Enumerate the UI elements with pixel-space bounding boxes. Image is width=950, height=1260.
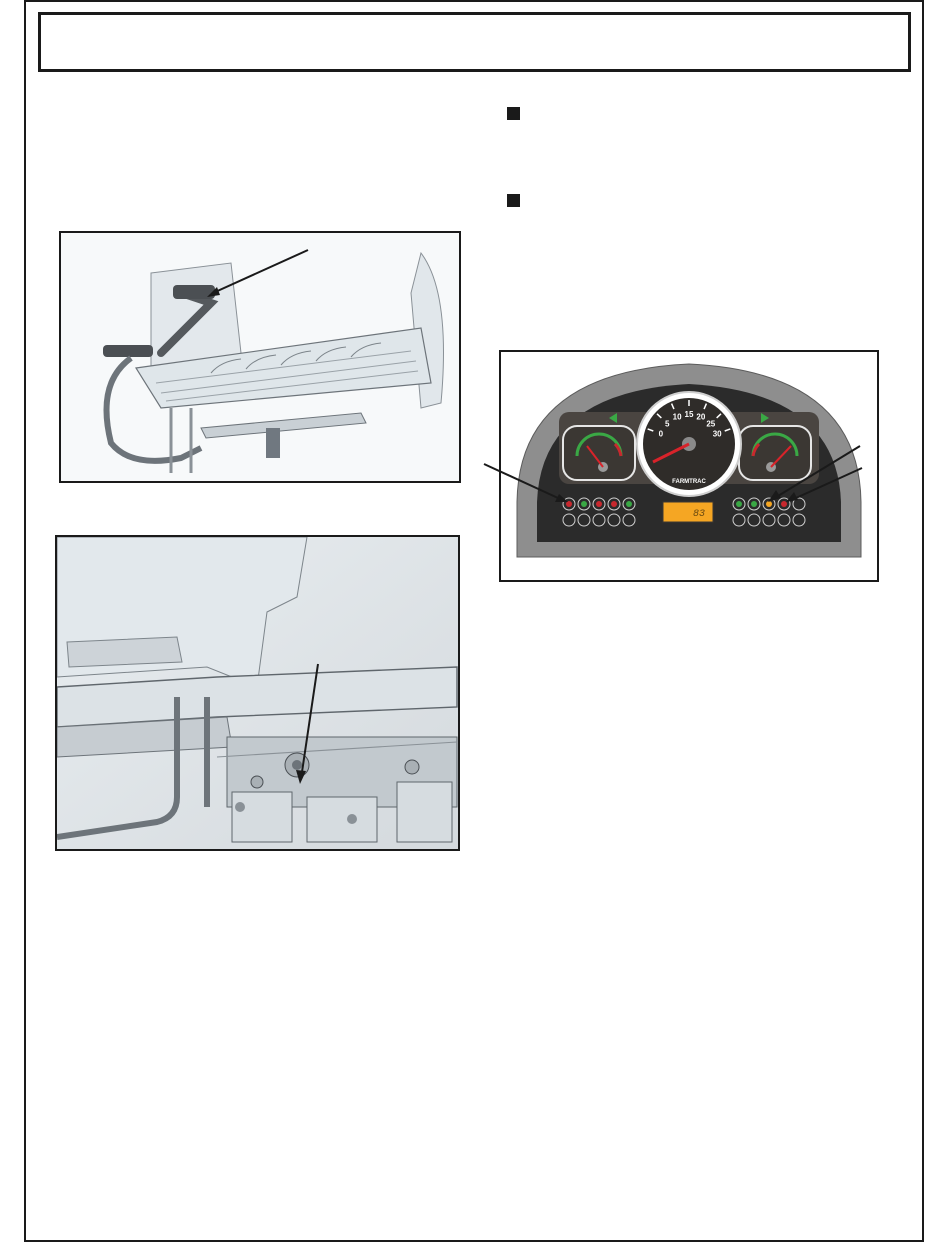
figure-underside — [55, 535, 460, 851]
lcd-display: 83 — [692, 509, 705, 520]
warning-lamp — [578, 514, 590, 526]
warning-lamp — [778, 514, 790, 526]
warning-lamp — [793, 514, 805, 526]
warning-lamp-symbol — [626, 501, 632, 507]
tach-label: 0 — [658, 429, 664, 439]
warning-lamp — [748, 514, 760, 526]
warning-lamp — [593, 514, 605, 526]
warning-lamp — [623, 514, 635, 526]
tach-label: 30 — [712, 429, 722, 439]
tach-label: 10 — [672, 412, 682, 422]
callout-arrow-2 — [290, 660, 330, 790]
tach-label: 20 — [696, 412, 706, 422]
tach-label: 15 — [684, 410, 694, 419]
callout-arrow-4 — [760, 440, 870, 510]
warning-lamp-symbol — [596, 501, 602, 507]
tach-label: 25 — [706, 419, 716, 429]
header-box — [38, 12, 911, 72]
brand-logo: FARMTRAC — [672, 479, 706, 485]
tach-label: 5 — [664, 419, 670, 429]
warning-lamp — [763, 514, 775, 526]
warning-lamp — [608, 514, 620, 526]
callout-arrow-3 — [480, 458, 580, 508]
warning-lamp-symbol — [611, 501, 617, 507]
callout-arrow-1 — [195, 245, 315, 305]
bullet-1 — [507, 107, 520, 120]
warning-lamp — [563, 514, 575, 526]
warning-lamp-symbol — [736, 501, 742, 507]
warning-lamp — [733, 514, 745, 526]
warning-lamp-symbol — [751, 501, 757, 507]
warning-lamp-symbol — [581, 501, 587, 507]
bullet-2 — [507, 194, 520, 207]
